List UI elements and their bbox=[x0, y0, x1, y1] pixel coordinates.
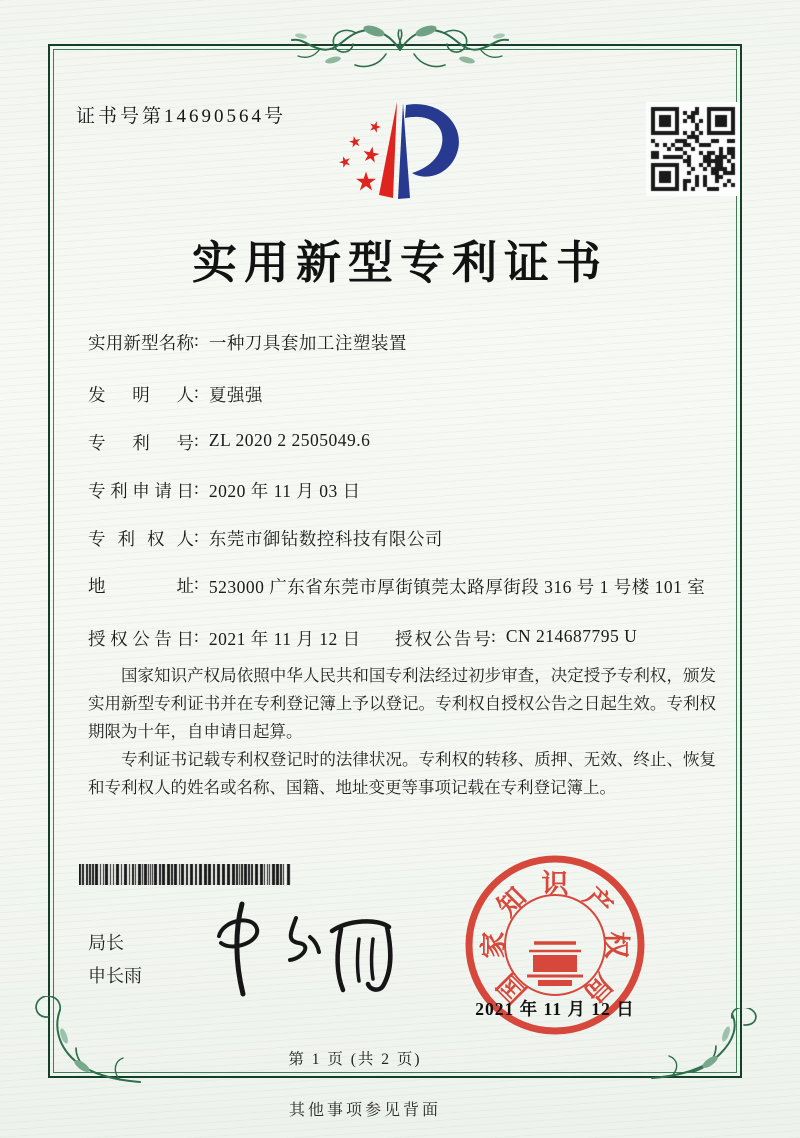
field-colon: : bbox=[194, 330, 199, 350]
field-row-patentee bbox=[88, 526, 443, 551]
field-row-grant-date bbox=[88, 626, 361, 651]
field-row-inventor bbox=[88, 382, 263, 407]
field-colon: : bbox=[194, 626, 199, 646]
field-value: 一种刀具套加工注塑装置 bbox=[208, 333, 407, 353]
svg-text:家: 家 bbox=[479, 931, 509, 959]
field-value: CN 214687795 U bbox=[505, 626, 638, 646]
field-value: 2020 年 11 月 03 日 bbox=[208, 481, 361, 501]
page-number: 第 1 页 (共 2 页) bbox=[288, 1051, 422, 1068]
director-block bbox=[88, 927, 142, 993]
legal-paragraph-1: 国家知识产权局依照中华人民共和国专利法经过初步审查，决定授予专利权，颁发实用新型专利证书并在专利登记簿上予以登记。专利权自授权公告之日起生效。专利权期限为十年，自申请日起算。 bbox=[88, 666, 716, 741]
certificate-number: 证书号第14690564号 bbox=[76, 106, 287, 127]
field-label: 实用新型名称 bbox=[88, 333, 194, 353]
field-label: 专利申请日 bbox=[88, 481, 194, 501]
back-side-note: 其他事项参见背面 bbox=[288, 1102, 441, 1119]
seal-date: 2021 年 11 月 12 日 bbox=[475, 999, 635, 1019]
certificate-title: 实用新型专利证书 bbox=[191, 238, 608, 288]
field-colon: : bbox=[194, 478, 199, 498]
svg-text:知: 知 bbox=[491, 881, 533, 923]
field-row-patent-number bbox=[88, 430, 370, 455]
field-value: 夏强强 bbox=[208, 385, 263, 405]
field-colon: : bbox=[194, 573, 199, 593]
field-label: 地址 bbox=[88, 576, 194, 596]
svg-text:产: 产 bbox=[577, 881, 619, 923]
field-colon: : bbox=[194, 430, 199, 450]
field-row-name bbox=[88, 330, 407, 355]
field-row-grant-number bbox=[395, 626, 637, 651]
field-label: 发明人 bbox=[88, 385, 194, 405]
director-title: 局长 bbox=[88, 933, 124, 953]
field-value: 2021 年 11 月 12 日 bbox=[208, 629, 361, 649]
field-value: 东莞市御钻数控科技有限公司 bbox=[208, 529, 443, 549]
field-value: 523000 广东省东莞市厚街镇莞太路厚街段 316 号 1 号楼 101 室 bbox=[208, 577, 706, 597]
field-colon: : bbox=[194, 526, 199, 546]
field-label: 专利权人 bbox=[88, 529, 194, 549]
svg-text:局: 局 bbox=[577, 967, 619, 1009]
cnipa-logo-icon bbox=[320, 91, 480, 209]
field-colon: : bbox=[491, 626, 496, 646]
field-value: ZL 2020 2 2505049.6 bbox=[208, 430, 371, 450]
barcode bbox=[79, 864, 291, 885]
field-label: 授权公告日 bbox=[88, 629, 194, 649]
field-label: 专利号 bbox=[88, 433, 194, 453]
svg-text:识: 识 bbox=[541, 869, 569, 899]
legal-paragraph-2: 专利证书记载专利权登记时的法律状况。专利权的转移、质押、无效、终止、恢复和专利权人的姓名或名称、国籍、地址变更等事项记载在专利登记簿上。 bbox=[88, 750, 716, 797]
qr-code bbox=[646, 102, 740, 196]
field-colon: : bbox=[194, 382, 199, 402]
field-row-address bbox=[88, 573, 705, 601]
field-label: 授权公告号 bbox=[395, 629, 491, 649]
legal-text bbox=[88, 662, 716, 802]
svg-text:国: 国 bbox=[491, 967, 533, 1009]
field-row-filing-date bbox=[88, 478, 361, 503]
svg-text:权: 权 bbox=[601, 931, 631, 959]
director-signature bbox=[190, 896, 410, 1000]
director-name: 申长雨 bbox=[88, 966, 142, 986]
